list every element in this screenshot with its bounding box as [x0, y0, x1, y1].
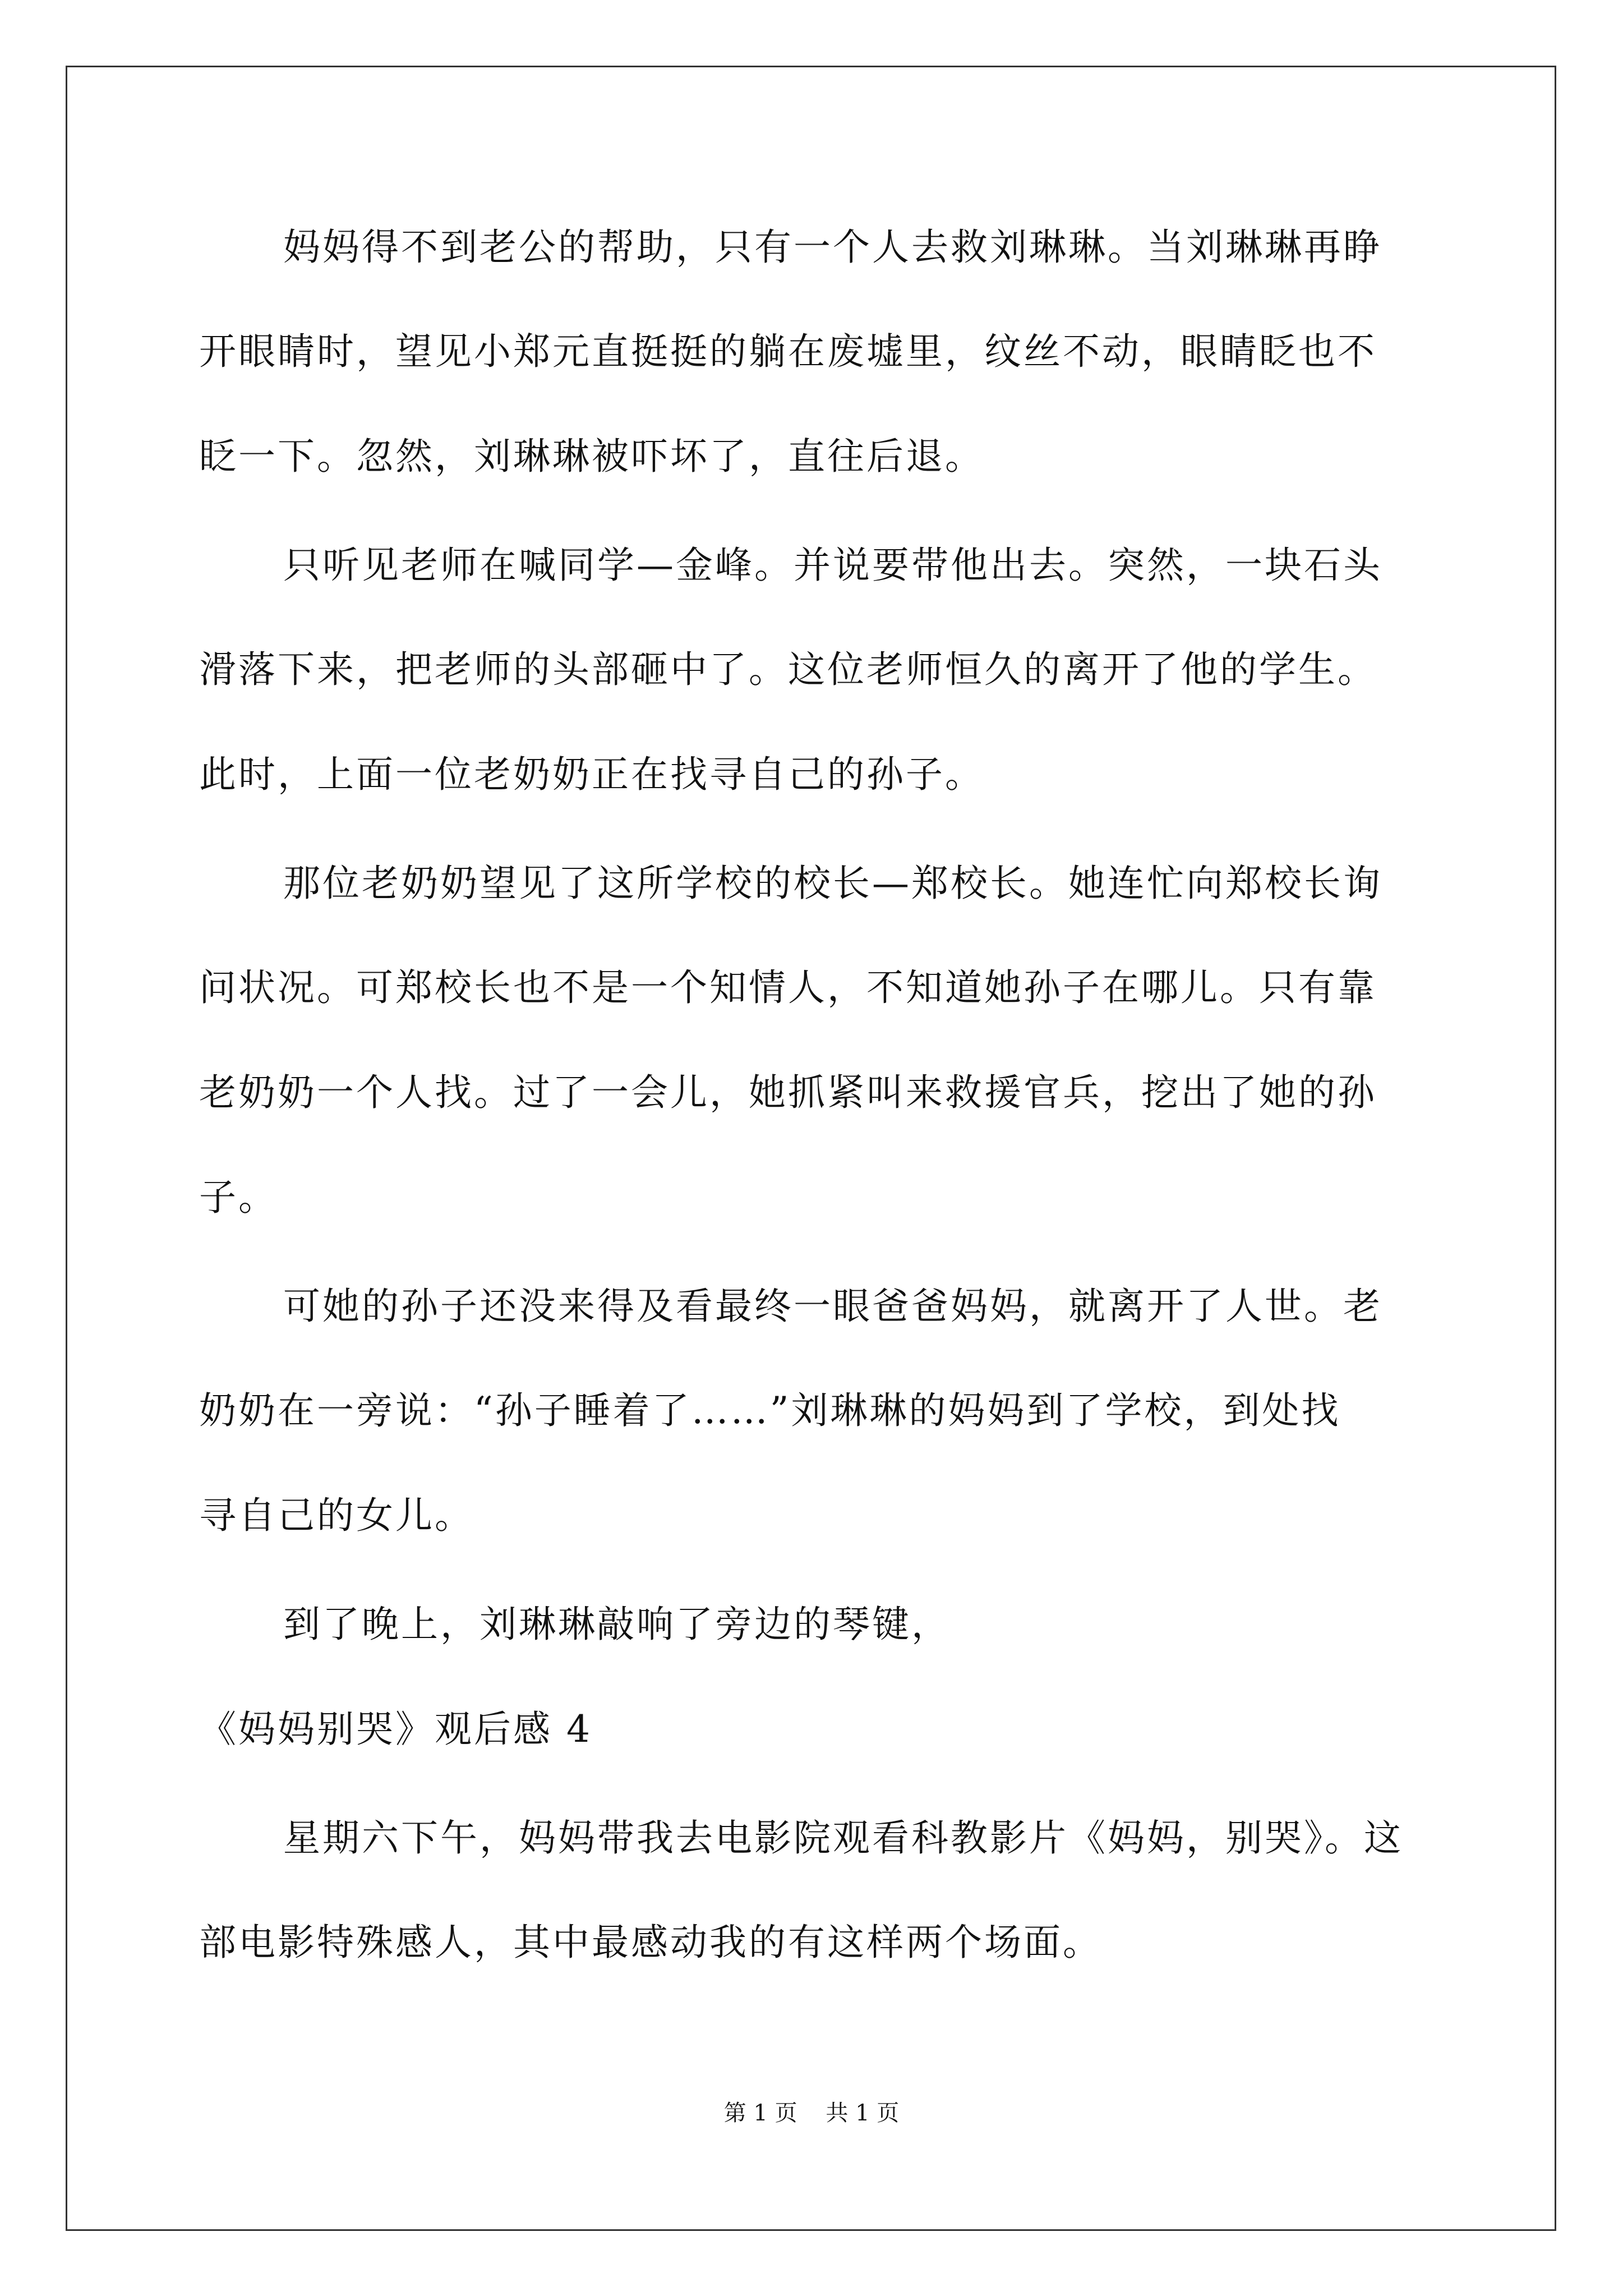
body-line: 老奶奶一个人找。过了一会儿，她抓紧叫来救援官兵，挖出了她的孙: [199, 1071, 1377, 1114]
section-heading: 《妈妈别哭》观后感 4: [199, 1708, 592, 1751]
body-line: 开眼睛时，望见小郑元直挺挺的躺在废墟里，纹丝不动，眼睛眨也不: [199, 330, 1377, 373]
body-line: 那位老奶奶望见了这所学校的校长—郑校长。她连忙向郑校长询: [283, 862, 1382, 905]
body-line: 眨一下。忽然，刘琳琳被吓坏了，直往后退。: [199, 435, 984, 478]
body-line: 妈妈得不到老公的帮助，只有一个人去救刘琳琳。当刘琳琳再睁: [283, 226, 1382, 269]
body-line: 到了晚上，刘琳琳敲响了旁边的琴键，: [283, 1603, 951, 1646]
body-line: 问状况。可郑校长也不是一个知情人，不知道她孙子在哪儿。只有靠: [199, 966, 1377, 1009]
body-line: 子。: [199, 1176, 278, 1219]
body-line: 只听见老师在喊同学—金峰。并说要带他出去。突然，一块石头: [283, 544, 1382, 587]
page-frame: [66, 66, 1556, 2231]
page-footer: 第 1 页 共 1 页: [723, 2100, 900, 2126]
body-line: 部电影特殊感人，其中最感动我的有这样两个场面。: [199, 1921, 1102, 1964]
body-line: 滑落下来，把老师的头部砸中了。这位老师恒久的离开了他的学生。: [199, 648, 1377, 691]
body-line: 可她的孙子还没来得及看最终一眼爸爸妈妈，就离开了人世。老: [283, 1285, 1382, 1328]
body-line: 奶奶在一旁说：“孙子睡着了……”刘琳琳的妈妈到了学校，到处找: [199, 1389, 1341, 1432]
body-line: 星期六下午，妈妈带我去电影院观看科教影片《妈妈，别哭》。这: [283, 1816, 1403, 1860]
body-line: 寻自己的女儿。: [199, 1494, 474, 1537]
body-line: 此时，上面一位老奶奶正在找寻自己的孙子。: [199, 753, 984, 796]
